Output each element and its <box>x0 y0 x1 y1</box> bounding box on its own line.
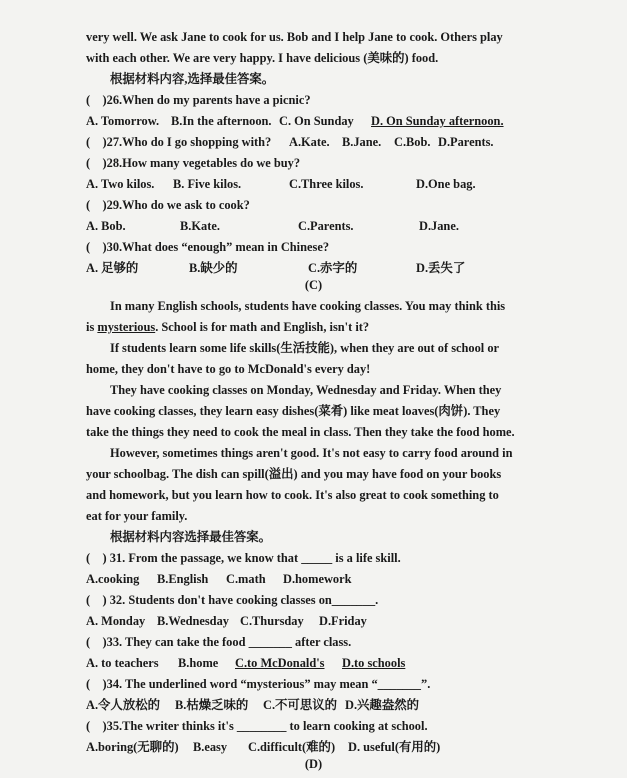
option-c: C.to McDonald's <box>235 656 325 670</box>
option-d: D. On Sunday afternoon. <box>371 114 504 128</box>
question-30-stem: ( )30.What does “enough” mean in Chinese? <box>86 240 330 254</box>
passage-c-line: They have cooking classes on Monday, Wednesday and Friday. When they <box>110 383 502 397</box>
option-b: B.Jane. <box>342 135 382 149</box>
option-c: C.Thursday <box>240 614 304 628</box>
option-d: D.to schools <box>342 656 406 670</box>
option-a: A.Kate. <box>289 135 330 149</box>
option-c: C.赤字的 <box>308 261 358 275</box>
question-32-stem: ( ) 32. Students don't have cooking classes on_______. <box>86 593 379 607</box>
passage-c-line <box>86 318 567 336</box>
option-a: A. to teachers <box>86 656 159 670</box>
option-d: D.丢失了 <box>416 261 466 275</box>
passage-c-line: your schoolbag. The dish can spill(溢出) and you may have food on your books <box>86 467 502 481</box>
question-29-stem: ( )29.Who do we ask to cook? <box>86 198 250 212</box>
text-run: . School is for math and English, isn't it? <box>155 320 370 334</box>
option-a: A.令人放松的 <box>86 698 160 712</box>
section-d-label: (D) <box>304 757 323 771</box>
option-b: B.easy <box>193 740 228 754</box>
option-c: C.不可思议的 <box>263 698 337 712</box>
passage-c-line: and homework, but you learn how to cook. It's also great to cook something to <box>86 488 499 502</box>
question-31-stem: ( ) 31. From the passage, we know that _____ is a life skill. <box>86 551 401 565</box>
passage-c-line: have cooking classes, they learn easy dishes(菜肴) like meat loaves(肉饼). They <box>86 404 501 418</box>
passage-b-line: with each other. We are very happy. I have delicious (美味的) food. <box>86 51 439 65</box>
option-a: A.boring(无聊的) <box>86 740 179 754</box>
question-33-stem: ( )33. They can take the food _______ after class. <box>86 635 352 649</box>
option-a: A. 足够的 <box>86 261 139 275</box>
option-c: C. On Sunday <box>279 114 354 128</box>
option-b: B.枯燥乏味的 <box>175 698 249 712</box>
option-b: B.English <box>157 572 209 586</box>
option-a: A. Tomorrow. <box>86 114 160 128</box>
option-a: A.cooking <box>86 572 140 586</box>
instruction-b: 根据材料内容,选择最佳答案。 <box>110 72 275 86</box>
option-b: B.home <box>178 656 219 670</box>
option-b: B.Wednesday <box>157 614 229 628</box>
underlined-word: mysterious <box>97 320 156 334</box>
option-c: C.Parents. <box>298 219 354 233</box>
passage-c-line: If students learn some life skills(生活技能), when they are out of school or <box>110 341 500 355</box>
option-a: A. Two kilos. <box>86 177 155 191</box>
question-35-stem: ( )35.The writer thinks it's ________ to learn cooking at school. <box>86 719 428 733</box>
option-d: D.One bag. <box>416 177 476 191</box>
question-26-stem: ( )26.When do my parents have a picnic? <box>86 93 311 107</box>
question-27-stem: ( )27.Who do I go shopping with? <box>86 135 272 149</box>
option-b: B. Five kilos. <box>173 177 242 191</box>
instruction-c: 根据材料内容选择最佳答案。 <box>110 530 272 544</box>
text-run: is <box>86 320 98 334</box>
option-d: D.Parents. <box>438 135 494 149</box>
passage-c-line: home, they don't have to go to McDonald's every day! <box>86 362 371 376</box>
option-b: B.Kate. <box>180 219 220 233</box>
option-b: B.缺少的 <box>189 261 238 275</box>
passage-c-line: However, sometimes things aren't good. It's not easy to carry food around in <box>110 446 513 460</box>
option-c: C.Bob. <box>394 135 431 149</box>
option-d: D.兴趣盎然的 <box>345 698 419 712</box>
option-b: B.In the afternoon. <box>171 114 272 128</box>
option-a: A. Monday <box>86 614 146 628</box>
option-d: D.Jane. <box>419 219 459 233</box>
option-d: D.Friday <box>319 614 367 628</box>
option-d: D. useful(有用的) <box>348 740 441 754</box>
passage-c-line: take the things they need to cook the meal in class. Then they take the food home. <box>86 425 515 439</box>
question-34-stem: ( )34. The underlined word “mysterious” may mean “_______”. <box>86 677 431 691</box>
option-a: A. Bob. <box>86 219 126 233</box>
passage-c-line: In many English schools, students have cooking classes. You may think this <box>110 299 506 313</box>
passage-b-line: very well. We ask Jane to cook for us. Bob and I help Jane to cook. Others play <box>86 30 503 44</box>
option-c: C.math <box>226 572 266 586</box>
option-c: C.difficult(难的) <box>248 740 336 754</box>
question-28-stem: ( )28.How many vegetables do we buy? <box>86 156 301 170</box>
section-c-label: (C) <box>304 278 323 292</box>
passage-c-line: eat for your family. <box>86 509 188 523</box>
option-c: C.Three kilos. <box>289 177 364 191</box>
option-d: D.homework <box>283 572 352 586</box>
